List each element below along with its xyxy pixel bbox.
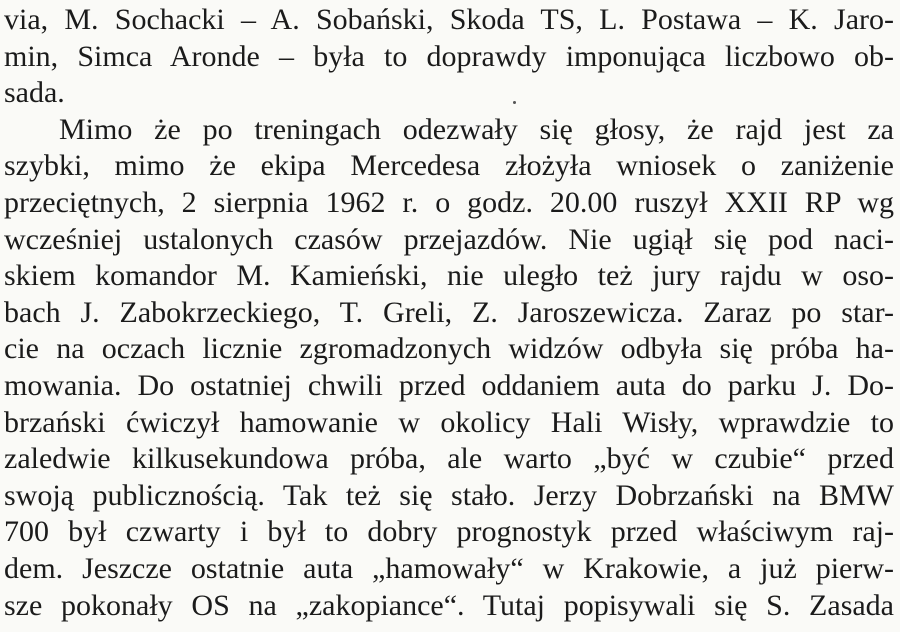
scan-speck xyxy=(513,101,516,104)
text-line: zaledwie kilkusekundowa próba, ale warto „być w czubie“ przed xyxy=(4,442,894,476)
text-line: sada. xyxy=(4,76,65,110)
text-line: min, Simca Aronde – była to doprawdy imponująca liczbowo ob- xyxy=(4,39,894,73)
text-line: mowania. Do ostatniej chwili przed oddaniem auta do parku J. Do- xyxy=(4,368,894,402)
text-line: sze pokonały OS na „zakopiance“. Tutaj popisywali się S. Zasada xyxy=(4,588,894,622)
text-line: szybki, mimo że ekipa Mercedesa złożyła wniosek o zaniżenie xyxy=(4,149,894,183)
text-line: wcześniej ustalonych czasów przejazdów. Nie ugiął się pod naci- xyxy=(4,222,894,256)
text-line: cie na oczach licznie zgromadzonych widzów odbyła się próba ha- xyxy=(4,332,894,366)
text-line: dem. Jeszcze ostatnie auta „hamowały“ w Krakowie, a już pierw- xyxy=(4,551,894,585)
text-line: skiem komandor M. Kamieński, nie uległo też jury rajdu w oso- xyxy=(4,259,894,293)
body-text xyxy=(4,2,894,624)
paragraph-first-line: Mimo że po treningach odezwały się głosy, że rajd jest za xyxy=(59,112,894,146)
text-line: bach J. Zabokrzeckiego, T. Greli, Z. Jaroszewicza. Zaraz po star- xyxy=(4,295,894,329)
text-line: przeciętnych, 2 sierpnia 1962 r. o godz. 20.00 ruszył XXII RP wg xyxy=(4,185,894,219)
text-line: brzański ćwiczył hamowanie w okolicy Hali Wisły, wprawdzie to xyxy=(4,405,894,439)
text-line: 700 był czwarty i był to dobry prognostyk przed właściwym raj- xyxy=(4,515,894,549)
text-line: via, M. Sochacki – A. Sobański, Skoda TS, L. Postawa – K. Jaro- xyxy=(4,3,894,36)
text-line: swoją publicznością. Tak też się stało. Jerzy Dobrzański na BMW xyxy=(4,478,894,512)
